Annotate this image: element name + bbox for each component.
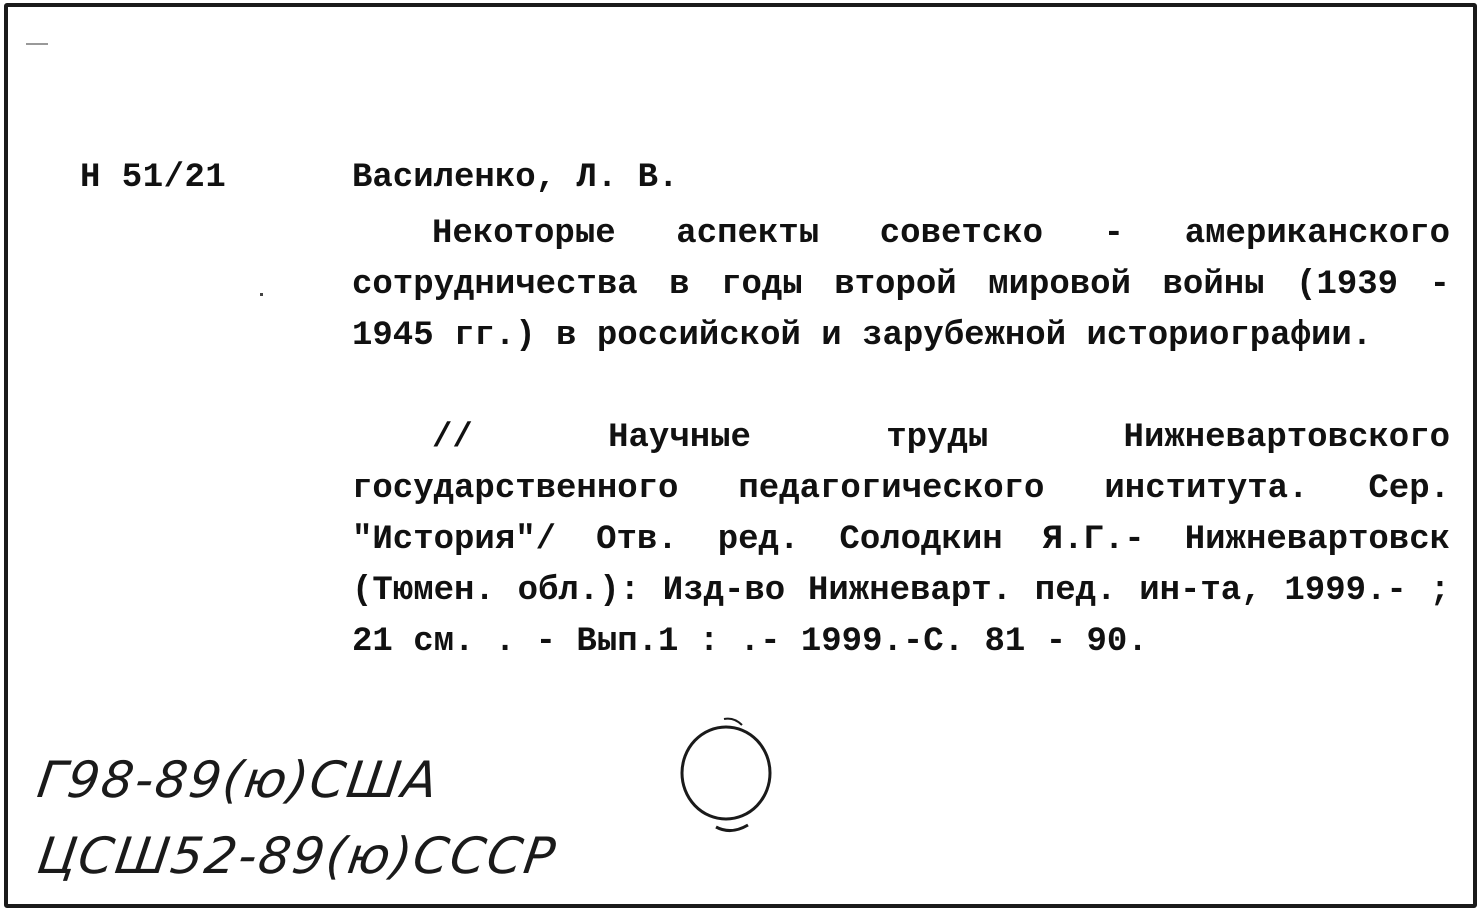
scan-mark — [26, 43, 48, 45]
author-name: Василенко, Л. В. — [352, 159, 679, 197]
circle-stamp-icon — [676, 715, 776, 843]
catalog-card — [4, 3, 1477, 908]
scan-speck — [260, 293, 263, 296]
handwritten-classification-2: ЦСШ52-89(ю)СССР — [33, 827, 561, 885]
shelfmark: Н 51/21 — [80, 159, 227, 197]
handwritten-classification-1: Г98-89(ю)США — [33, 751, 443, 809]
work-title: Некоторые аспекты советско - американского сотрудничества в годы второй мировой войны (1939 - 1945 гг.) в российской и зарубежной историографии. — [352, 215, 1450, 355]
source-citation: // Научные труды Нижневартовского государственного педагогического института. Сер. "История"/ Отв. ред. Солодкин Я.Г.- Нижневартовск (Тюмен. обл.): Изд-во Нижневарт. пед. ин-та, 1999.- ; 21 см. . - Вып.1 : .- 1999.-С. 81 - 90. — [352, 419, 1450, 661]
